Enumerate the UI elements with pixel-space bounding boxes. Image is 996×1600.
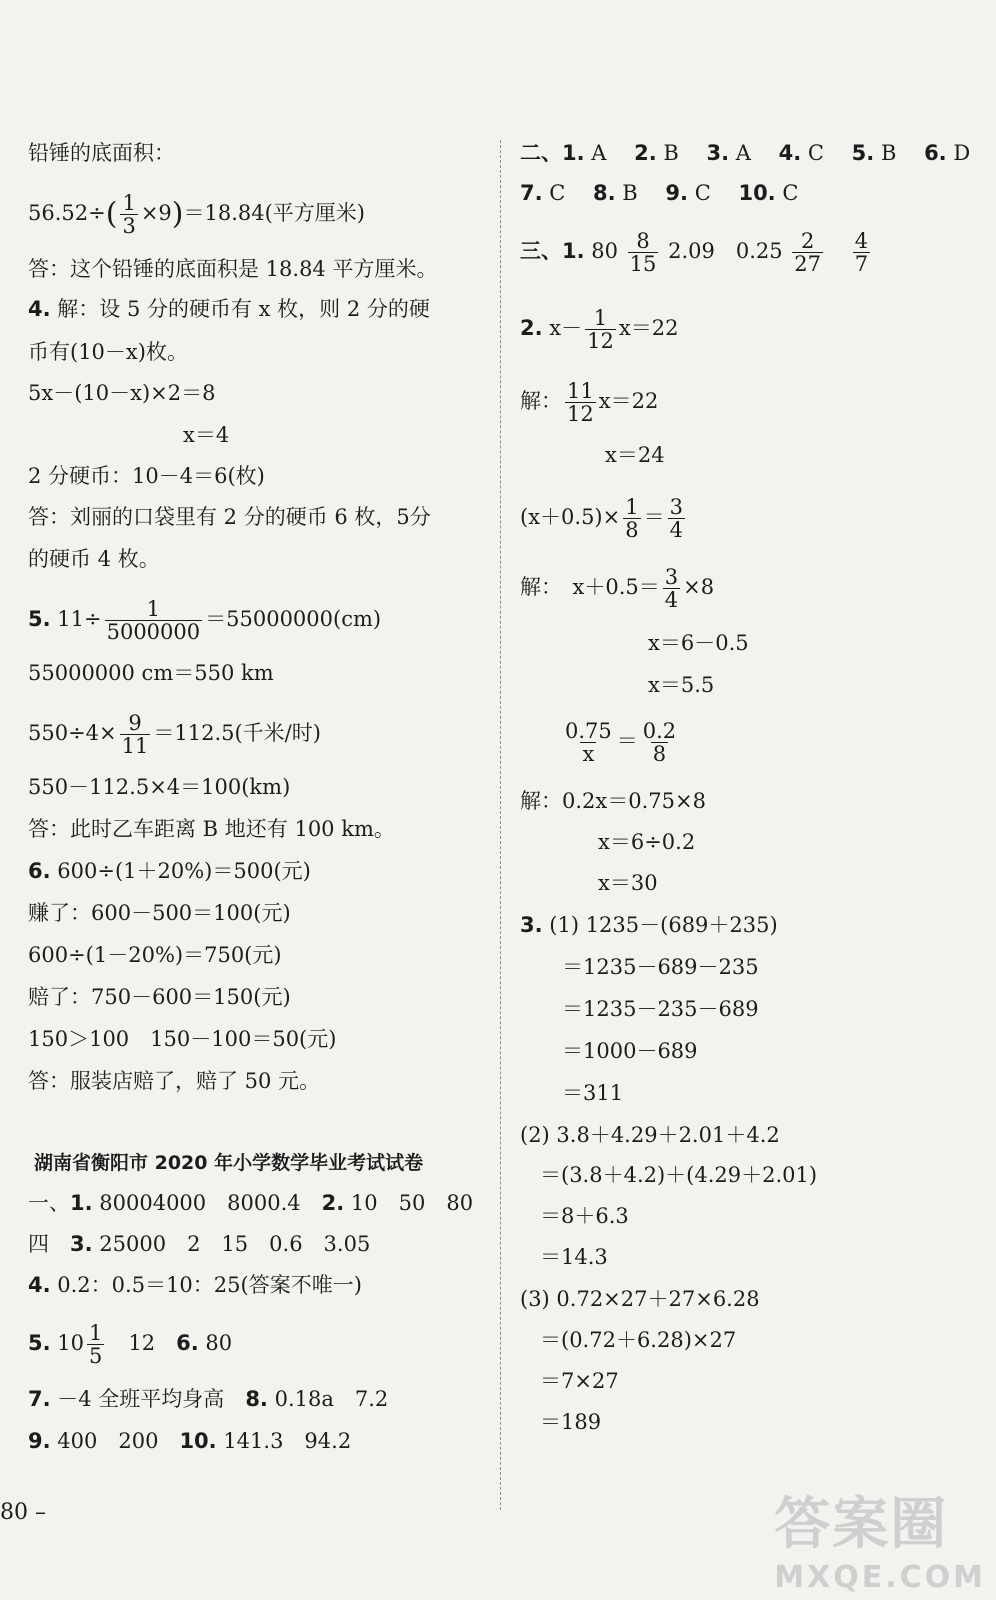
watermark: 答案圈 MXQE.COM [774, 1492, 986, 1595]
text-line: 赔了：750－600＝150(元) [28, 985, 291, 1009]
equation-line: ＝(3.8＋4.2)＋(4.29＋2.01) [540, 1163, 818, 1187]
fraction: $\frac{11}{12}$ [567, 379, 594, 426]
equation-line: (2) 3.8＋4.29＋2.01＋4.2 [520, 1123, 780, 1147]
text-line: 铅锤的底面积： [28, 141, 175, 165]
answer-line: 的硬币 4 枚。 [28, 547, 160, 571]
equation-line: ＝7×27 [540, 1369, 619, 1393]
fraction: $\frac{1}{12}$ [587, 306, 614, 353]
fraction: $\frac{1}{8}$ [625, 495, 639, 542]
equation-line: ＝(0.72＋6.28)×27 [540, 1328, 737, 1352]
equation-line: 解： $\frac{11}{12}$ x＝22 [520, 379, 659, 426]
exam-heading: 湖南省衡阳市 2020 年小学数学毕业考试试卷 [34, 1152, 424, 1174]
fraction: $\frac{1}{5000000}$ [106, 597, 201, 644]
answer-line: 三、1. 80 $\frac{8}{15}$ 2.09 0.25 $\frac{2}{27}$ $\frac{4}{7}$ [520, 229, 869, 276]
equation-line: x＝6－0.5 [648, 631, 749, 655]
equation-line: ＝1235－235－689 [562, 997, 759, 1021]
equation-line: x＝30 [598, 871, 658, 895]
fraction: $\frac{1}{3}$ [122, 191, 136, 238]
answer-line: 答：此时乙车距离 B 地还有 100 km。 [28, 817, 395, 841]
answer-line: 4. 0.2：0.5＝10：25(答案不唯一) [28, 1273, 362, 1297]
fraction: $\frac{9}{11}$ [121, 711, 149, 758]
answer-line: 二、1. A 2. B 3. A 4. C 5. B 6. D [520, 141, 971, 165]
equation-line: x＝4 [183, 423, 230, 447]
fraction: $\frac{3}{4}$ [664, 565, 679, 612]
equation-line: x＝6÷0.2 [598, 830, 696, 854]
answer-line: 答：刘丽的口袋里有 2 分的硬币 6 枚，5分 [28, 505, 431, 529]
text-line: 币有(10－x)枚。 [28, 340, 188, 364]
answer-line: 答：服装店赔了，赔了 50 元。 [28, 1069, 321, 1093]
text-line: 600÷(1－20%)＝750(元) [28, 943, 282, 967]
equation-line: 解：0.2x＝0.75×8 [520, 789, 706, 813]
text-line: 赚了：600－500＝100(元) [28, 901, 291, 925]
equation-line: $\frac{0.75}{x}$ ＝ $\frac{0.2}{8}$ [565, 719, 677, 766]
answer-line: 9. 400 200 10. 141.3 94.2 [28, 1429, 352, 1453]
fraction: $\frac{1}{5}$ [89, 1321, 103, 1368]
text-line: 150＞100 150－100＝50(元) [28, 1027, 337, 1051]
text-line: 55000000 cm＝550 km [28, 661, 274, 685]
answer-line: 7. －4 全班平均身高 8. 0.18a 7.2 [28, 1387, 389, 1411]
equation-line: ＝311 [562, 1081, 624, 1105]
equation-line: ＝14.3 [540, 1245, 608, 1269]
problem-line: 4. 解：设 5 分的硬币有 x 枚，则 2 分的硬 [28, 297, 430, 321]
answer-line: 四 3. 25000 2 15 0.6 3.05 [28, 1232, 371, 1256]
fraction: $\frac{0.75}{x}$ [565, 719, 612, 766]
equation-line: 5x－(10－x)×2＝8 [28, 381, 216, 405]
problem-line: 3. (1) 1235－(689＋235) [520, 913, 778, 937]
text-line: 2 分硬币：10－4＝6(枚) [28, 464, 265, 488]
equation-line: 56.52÷( $\frac{1}{3}$ ×9)＝18.84(平方厘米) [28, 191, 366, 238]
problem-line: 5. 11÷ $\frac{1}{5000000}$ ＝55000000(cm) [28, 597, 382, 644]
answer-line: 5. 10 $\frac{1}{5}$ 12 6. 80 [28, 1321, 233, 1368]
equation-line: 550÷4× $\frac{9}{11}$ ＝112.5(千米/时) [28, 711, 321, 758]
column-divider [500, 140, 501, 1510]
equation-line: 2. x－ $\frac{1}{12}$ x＝22 [520, 306, 679, 353]
page-number: 80 – [0, 1500, 46, 1525]
equation-line: ＝1235－689－235 [562, 955, 759, 979]
answer-line: 7. C 8. B 9. C 10. C [520, 181, 799, 205]
fraction: $\frac{4}{7}$ [854, 229, 869, 276]
answer-line: 一、1. 80004000 8000.4 2. 10 50 80 [28, 1191, 474, 1215]
fraction: $\frac{8}{15}$ [629, 229, 657, 276]
answer-line: 答：这个铅锤的底面积是 18.84 平方厘米。 [28, 257, 438, 281]
equation-line: 解： x＋0.5＝ $\frac{3}{4}$ ×8 [520, 565, 715, 612]
equation-line: ＝1000－689 [562, 1039, 698, 1063]
fraction: $\frac{0.2}{8}$ [642, 719, 677, 766]
equation-line: 550－112.5×4＝100(km) [28, 775, 291, 799]
fraction: $\frac{2}{27}$ [794, 229, 822, 276]
equation-line: ＝189 [540, 1410, 602, 1434]
equation-line: ＝8＋6.3 [540, 1204, 629, 1228]
problem-line: 6. 600÷(1＋20%)＝500(元) [28, 859, 311, 883]
equation-line: x＝5.5 [648, 673, 715, 697]
equation-line: (x＋0.5)× $\frac{1}{8}$ ＝ $\frac{3}{4}$ [520, 495, 683, 542]
equation-line: (3) 0.72×27＋27×6.28 [520, 1287, 760, 1311]
equation-line: x＝24 [605, 443, 665, 467]
fraction: $\frac{3}{4}$ [669, 495, 683, 542]
